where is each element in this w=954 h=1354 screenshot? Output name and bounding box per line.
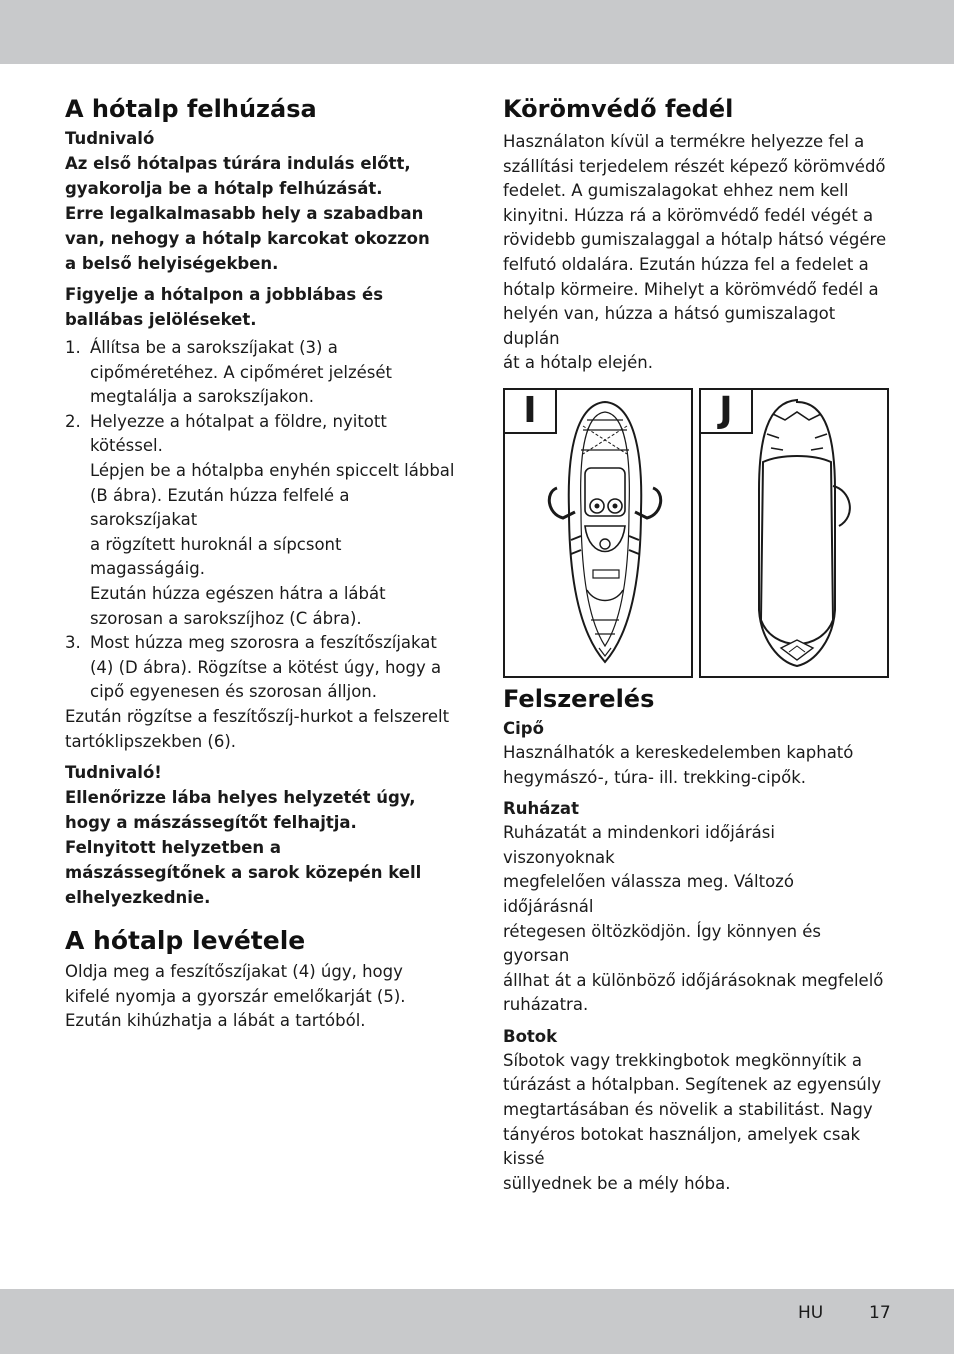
right-column: [503, 92, 888, 1196]
figure-i: [503, 388, 693, 678]
paragraph-line: szállítási terjedelem részét képező körömvédő: [503, 156, 886, 176]
paragraph-line: tartóklipszekben (6).: [65, 731, 237, 751]
step-line: (B ábra). Ezután húzza felfelé a sarokszíjakat: [90, 485, 350, 530]
paragraph-line: kifelé nyomja a gyorszár emelőkarját (5).: [65, 986, 406, 1006]
paragraph-line: át a hótalp elején.: [503, 353, 653, 373]
clothing-paragraph: [503, 821, 888, 1018]
footer-page-number: 17: [869, 1303, 891, 1323]
paragraph-line: kinyitni. Húzza rá a körömvédő fedél végét a: [503, 205, 874, 225]
note2-label: Tudnivaló!: [65, 763, 162, 783]
note2-line: elhelyezkednie.: [65, 888, 211, 908]
poles-paragraph: [503, 1049, 888, 1197]
step-line: (4) (D ábra). Rögzítse a kötést úgy, hogy a: [90, 657, 442, 677]
paragraph-line: Használaton kívül a termékre helyezze fel a: [503, 132, 865, 151]
paragraph-line: rövidebb gumiszalaggal a hótalp hátsó végére: [503, 230, 887, 250]
paragraph-line: Használhatók a kereskedelemben kapható: [503, 742, 854, 762]
paragraph-line: rétegesen öltözködjön. Így könnyen és gyorsan: [503, 921, 822, 966]
heading-putting-on: A hótalp felhúzása: [65, 95, 317, 123]
paragraph-line: hegymászó-, túra- ill. trekking-cipők.: [503, 767, 807, 787]
note2-block: [65, 760, 457, 910]
figure-j: [699, 388, 889, 678]
claw-cover-paragraph: [503, 130, 888, 376]
paragraph-line: hótalp körmeire. Mihelyt a körömvédő fedél a: [503, 279, 879, 299]
step-line: Állítsa be a sarokszíjakat (3) a: [90, 338, 338, 357]
note2-line: mászássegítőnek a sarok közepén kell: [65, 863, 422, 883]
step-line: szorosan a sarokszíjhoz (C ábra).: [90, 608, 362, 628]
figure-j-label: J: [701, 390, 753, 434]
paragraph-line: ruházatra.: [503, 995, 589, 1015]
step-line: cipőméretéhez. A cipőméret jelzését: [90, 362, 393, 382]
steps-list: [65, 336, 457, 705]
step-item: [65, 631, 457, 705]
note-line: van, nehogy a hótalp karcokat okozzon: [65, 229, 430, 248]
note2-line: hogy a mászássegítőt felhajtja.: [65, 813, 357, 833]
paragraph-line: Síbotok vagy trekkingbotok megkönnyítik a: [503, 1050, 862, 1070]
left-right-notice: [65, 282, 457, 332]
top-header-band: [0, 0, 954, 64]
note-line: gyakorolja be a hótalp felhúzását.: [65, 179, 383, 198]
step-line: a rögzített huroknál a sípcsont magasságáig.: [90, 534, 342, 579]
left-column: [65, 92, 457, 1034]
subheading-shoes: Cipő: [503, 718, 544, 738]
paragraph-line: Ezután kihúzhatja a lábát a tartóból.: [65, 1011, 366, 1031]
paragraph-line: Oldja meg a feszítőszíjakat (4) úgy, hogy: [65, 962, 403, 982]
paragraph-line: Ezután rögzítse a feszítőszíj-hurkot a felszerelt: [65, 706, 450, 726]
paragraph-line: megfelelően válassza meg. Változó időjárásnál: [503, 872, 794, 916]
note-line: Az első hótalpas túrára indulás előtt,: [65, 154, 411, 173]
step-line: cipő egyenesen és szorosan álljon.: [90, 682, 378, 702]
step-line: Most húzza meg szorosra a feszítőszíjakat: [90, 633, 437, 653]
paragraph-line: állhat át a különböző időjárásoknak megfelelő: [503, 970, 884, 990]
taking-off-paragraph: [65, 960, 457, 1034]
subheading-poles: Botok: [503, 1026, 558, 1046]
paragraph-line: tányéros botokat használjon, amelyek csak kissé: [503, 1124, 861, 1169]
note-label: Tudnivaló: [65, 129, 155, 148]
note-line: a belső helyiségekben.: [65, 254, 279, 273]
heading-taking-off: A hótalp levétele: [65, 926, 306, 956]
step-item: [65, 336, 457, 410]
notice-line: Figyelje a hótalpon a jobblábas és: [65, 285, 384, 304]
note-block: [65, 151, 457, 276]
step-line: Ezután húzza egészen hátra a lábát: [90, 583, 386, 603]
note2-line: Ellenőrizze lába helyes helyzetét úgy,: [65, 788, 416, 808]
paragraph-line: felfutó oldalára. Ezután húzza fel a fedelet a: [503, 254, 869, 274]
paragraph-line: süllyednek be a mély hóba.: [503, 1173, 731, 1193]
step-line: megtalálja a sarokszíjakon.: [90, 387, 314, 407]
notice-line: ballábas jelöléseket.: [65, 310, 257, 329]
paragraph-line: fedelet. A gumiszalagokat ehhez nem kell: [503, 181, 849, 201]
note-line: Erre legalkalmasabb hely a szabadban: [65, 204, 424, 223]
paragraph-line: megtartásában és növelik a stabilitást. Nagy: [503, 1100, 873, 1120]
step-number: 2.: [65, 411, 81, 431]
subheading-clothing: Ruházat: [503, 799, 579, 819]
paragraph-line: túrázást a hótalpban. Segítenek az egyensúly: [503, 1075, 882, 1095]
after-steps-paragraph: [65, 705, 457, 754]
step-line: Helyezze a hótalpat a földre, nyitott kötéssel.: [90, 411, 387, 456]
heading-claw-cover: Körömvédő fedél: [503, 95, 734, 123]
paragraph-line: helyén van, húzza a hátsó gumiszalagot duplán: [503, 304, 836, 348]
paragraph-line: Ruházatát a mindenkori időjárási viszonyoknak: [503, 823, 775, 867]
heading-equipment: Felszerelés: [503, 684, 655, 713]
step-item: [65, 410, 457, 631]
note2-line: Felnyitott helyzetben a: [65, 838, 282, 858]
shoes-paragraph: [503, 741, 888, 790]
step-number: 3.: [65, 633, 81, 653]
footer-language-code: HU: [798, 1303, 824, 1323]
figure-i-label: I: [505, 390, 557, 434]
step-line: Lépjen be a hótalpba enyhén spiccelt lábbal: [90, 460, 455, 480]
figures-row: [503, 388, 888, 678]
step-number: 1.: [65, 338, 81, 357]
